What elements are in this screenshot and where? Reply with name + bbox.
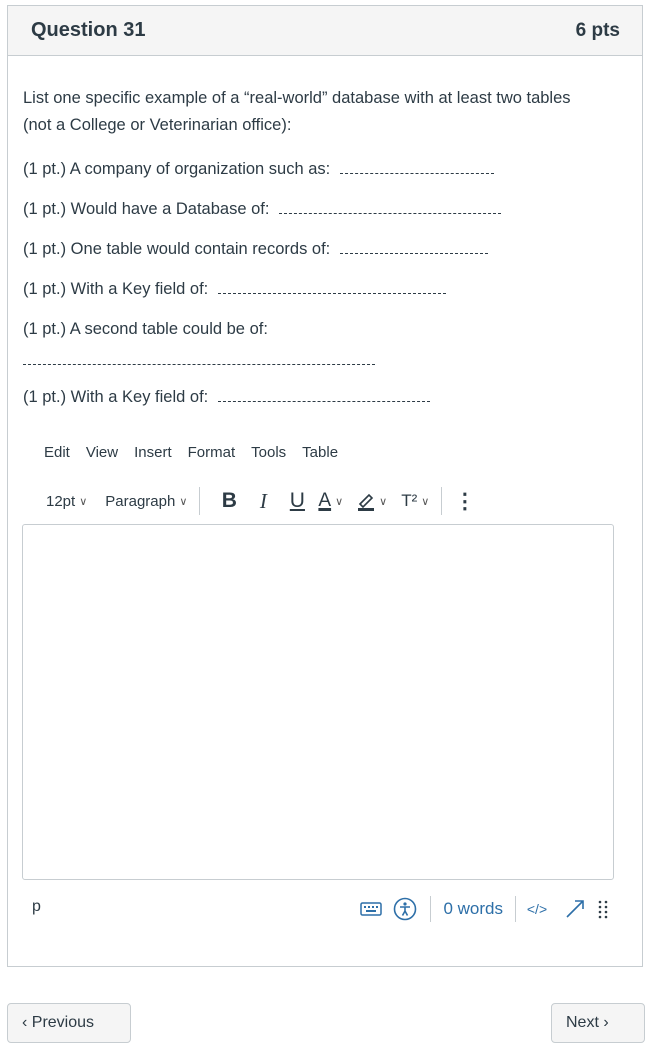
statusbar-actions — [354, 892, 614, 926]
item-1-label: (1 pt.) A company of organization such as: — [23, 160, 331, 178]
previous-button[interactable]: ‹ Previous — [7, 1003, 131, 1043]
answer-blank — [279, 201, 501, 214]
item-3-label: (1 pt.) One table would contain records of: — [23, 240, 331, 258]
block-format-select[interactable] — [105, 493, 187, 510]
item-5-blank-line — [23, 347, 375, 374]
item-4-label: (1 pt.) With a Key field of: — [23, 280, 209, 298]
drag-handle-icon — [598, 899, 608, 919]
editor-statusbar — [22, 892, 614, 926]
chevron-down-icon: ∨ — [421, 495, 430, 508]
superscript-icon: T² — [401, 491, 418, 510]
more-options-button[interactable]: ⋮ — [454, 489, 476, 513]
toolbar-divider — [199, 487, 200, 515]
underline-button[interactable]: U — [289, 489, 305, 512]
question-points: 6 pts — [575, 19, 620, 41]
block-format-value: Paragraph — [105, 492, 176, 510]
bold-button[interactable]: B — [221, 489, 237, 512]
editor-menubar — [36, 444, 346, 461]
highlighter-icon — [357, 491, 375, 511]
answer-blank — [340, 161, 494, 174]
italic-button[interactable]: I — [259, 488, 267, 513]
question-title: Question 31 — [31, 19, 146, 41]
rich-text-editor[interactable] — [22, 524, 614, 880]
chevron-down-icon: ∨ — [79, 495, 88, 508]
answer-blank — [340, 241, 488, 254]
chevron-down-icon: ∨ — [379, 495, 388, 508]
keyboard-icon — [360, 901, 382, 917]
element-path[interactable]: p — [32, 898, 41, 915]
prompt-line-1: List one specific example of a “real-world” database with at least two tables — [23, 89, 571, 107]
answer-blank — [218, 281, 446, 294]
item-6-label: (1 pt.) With a Key field of: — [23, 388, 209, 406]
item-3 — [23, 236, 488, 263]
menu-insert[interactable]: Insert — [134, 444, 172, 461]
font-size-value: 12pt — [46, 492, 76, 510]
item-2-label: (1 pt.) Would have a Database of: — [23, 200, 270, 218]
item-5 — [23, 316, 268, 343]
text-color-button[interactable] — [318, 490, 343, 512]
answer-blank — [23, 352, 375, 365]
word-count-button[interactable]: 0 words — [443, 899, 503, 918]
menu-tools[interactable]: Tools — [251, 444, 287, 461]
answer-blank — [218, 389, 430, 402]
item-5-label: (1 pt.) A second table could be of: — [23, 320, 268, 338]
superscript-button[interactable] — [401, 491, 429, 511]
toolbar-divider — [441, 487, 442, 515]
question-header — [8, 6, 642, 56]
next-button[interactable]: Next › — [551, 1003, 645, 1043]
highlight-color-button[interactable] — [357, 491, 387, 511]
item-2 — [23, 196, 501, 223]
chevron-down-icon: ∨ — [179, 495, 188, 508]
menu-view[interactable]: View — [85, 444, 119, 461]
menu-table[interactable]: Table — [302, 444, 339, 461]
fullscreen-button[interactable] — [558, 894, 592, 924]
html-editor-toggle[interactable]: </> — [526, 901, 548, 917]
item-6 — [23, 384, 430, 411]
font-size-select[interactable] — [46, 493, 87, 510]
accessibility-icon — [393, 897, 417, 921]
keyboard-shortcuts-button[interactable] — [354, 894, 388, 924]
editor-toolbar — [36, 484, 474, 518]
resize-handle[interactable] — [592, 894, 614, 924]
prompt-line-2: (not a College or Veterinarian office): — [23, 116, 292, 134]
item-1 — [23, 156, 494, 183]
item-4 — [23, 276, 446, 303]
menu-format[interactable]: Format — [187, 444, 236, 461]
chevron-down-icon: ∨ — [335, 495, 344, 508]
menu-edit[interactable]: Edit — [44, 444, 70, 461]
accessibility-checker-button[interactable] — [388, 894, 422, 924]
expand-icon — [564, 898, 586, 920]
text-color-icon: A — [318, 490, 332, 511]
